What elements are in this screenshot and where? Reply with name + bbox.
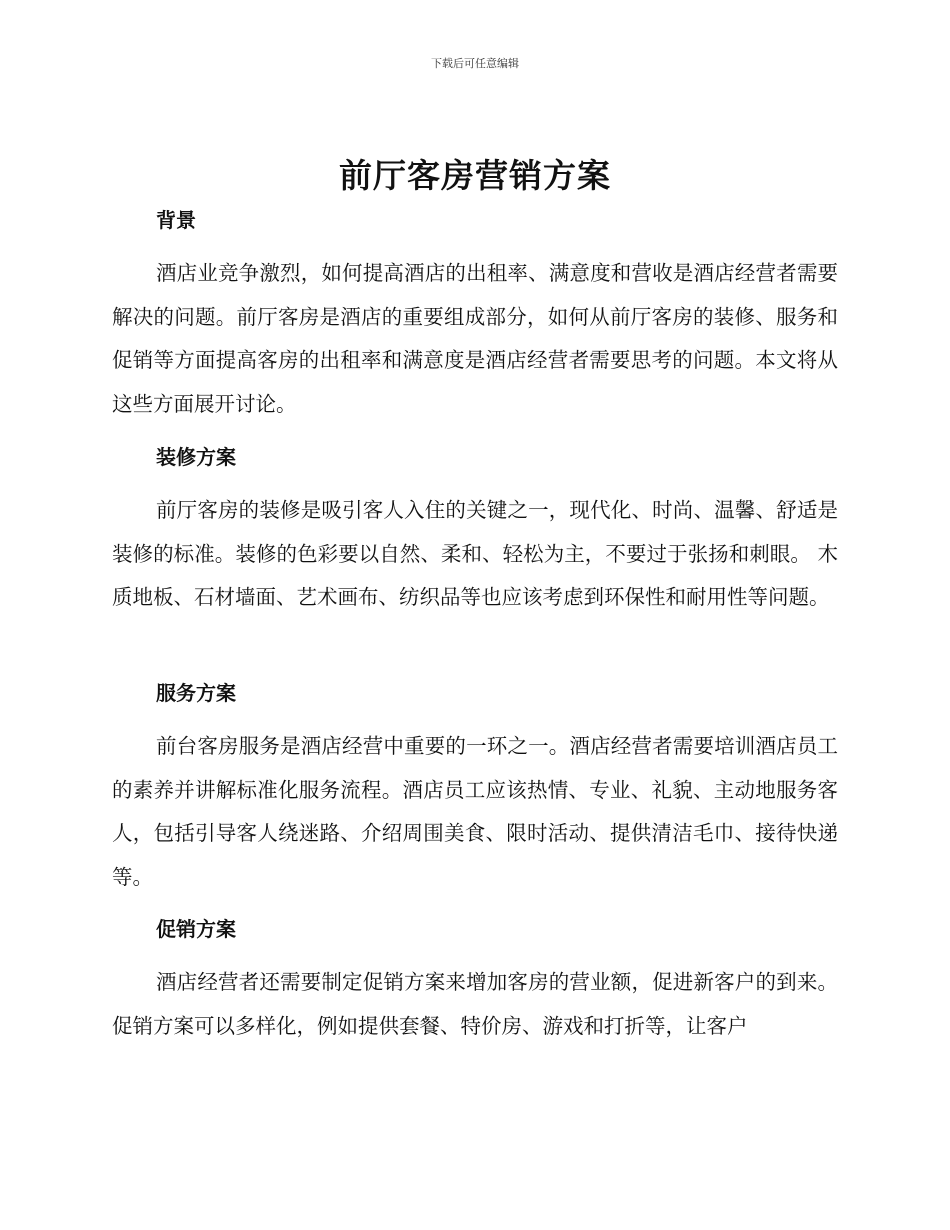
section-heading: 服务方案: [156, 681, 236, 705]
section-paragraph: 前台客房服务是酒店经营中重要的一环之一。酒店经营者需要培训酒店员工的素养并讲解标准化服务流程。酒店员工应该热情、专业、礼貌、主动地服务客人，包括引导客人绕迷路、介绍周围美食、限时活动、提供清洁毛巾、接待快递等。: [112, 734, 838, 889]
section-heading: 背景: [156, 208, 196, 232]
section-heading: 装修方案: [156, 445, 236, 469]
header-note: 下载后可任意编辑: [431, 57, 519, 70]
section-background: [112, 205, 838, 426]
document-title: 前厅客房营销方案: [339, 156, 611, 195]
section-paragraph: 酒店经营者还需要制定促销方案来增加客房的营业额，促进新客户的到来。促销方案可以多样化，例如提供套餐、特价房、游戏和打折等，让客户: [112, 970, 838, 1038]
section-paragraph: 前厅客房的装修是吸引客人入住的关键之一，现代化、时尚、温馨、舒适是装修的标准。装修的色彩要以自然、柔和、轻松为主，不要过于张扬和刺眼。 木质地板、石材墙面、艺术画布、纺织品等也应该考虑到环保性和耐用性等问题。: [112, 498, 838, 609]
section-promotion: [112, 914, 838, 1048]
section-service: [112, 678, 838, 899]
section-decoration: [112, 442, 838, 620]
section-paragraph: 酒店业竞争激烈，如何提高酒店的出租率、满意度和营收是酒店经营者需要解决的问题。前厅客房是酒店的重要组成部分，如何从前厅客房的装修、服务和促销等方面提高客房的出租率和满意度是酒店经营者需要思考的问题。本文将从这些方面展开讨论。: [112, 261, 838, 416]
section-heading: 促销方案: [156, 917, 236, 941]
